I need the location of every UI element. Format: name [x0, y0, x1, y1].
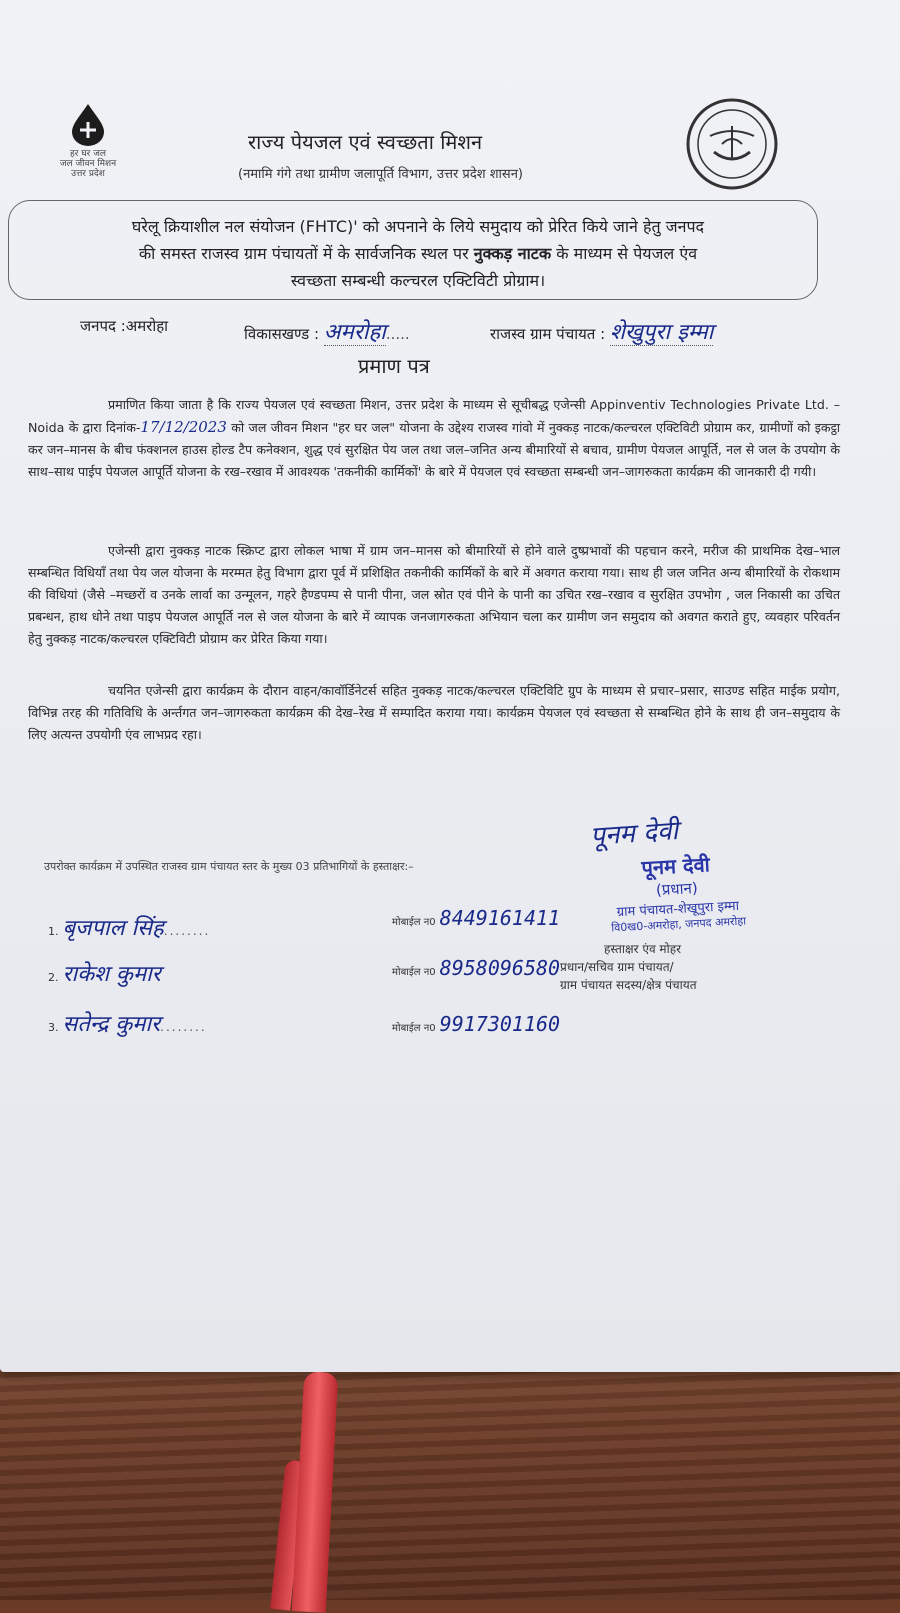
program-line: घरेलू क्रियाशील नल संयोजन (FHTC)' को अपनाने के लिये समुदाय को प्रेरित किये जाने हेतु जनपद	[131, 217, 705, 236]
program-text-bold: नुक्कड़ नाटक	[473, 244, 552, 263]
up-government-emblem	[684, 96, 780, 192]
emblem-seal-icon	[684, 96, 780, 192]
program-line: स्वच्छता सम्बन्धी कल्चरल एक्टिविटी प्रोग्राम।	[290, 271, 546, 290]
water-drop-icon	[68, 102, 108, 146]
paragraph-1	[28, 394, 840, 483]
event-date: 17/12/2023	[140, 418, 227, 436]
stamp-line: वि0ख0-अमरोहा, जनपद अमरोहा	[611, 914, 747, 935]
paragraph-text: को जल जीवन मिशन "हर घर जल" योजना के उद्देश्य राजस्व गांवो में नुक्कड़ नाटक/कल्चरल एक्टिविटी प्रोग्राम कर, ग्रामीणों को इकट्ठा कर जन–मानस के बीच फंक्शनल हाउस होल्ड टैप कनेक्शन, शुद्ध एवं सुरक्षित पेय जल तथा जल–जनित अन्य बीमारियों से बचाव, ग्रामीण पेयजल आपूर्ति, नल से जल के उपयोग के साथ–साथ पाईप पेयजल आपूर्ति योजना के रख–रखाव में आवश्यक 'तकनीकी कार्मिकों' के बारे में पेयजल एवं स्वच्छता सम्बन्धी जन–जागरुकता कार्यक्रम की जानकारी दी गयी।	[28, 420, 840, 479]
mobile-number: 9917301160	[439, 1012, 561, 1036]
program-text: के माध्यम से पेयजल एंव	[551, 244, 698, 263]
participant-signature-3	[48, 1008, 207, 1038]
mobile-number: 8958096580	[439, 956, 561, 980]
stamp-role: (प्रधान)	[655, 878, 699, 900]
mission-title: राज्य पेयजल एवं स्वच्छता मिशन	[248, 130, 483, 154]
participant-name: बृजपाल सिंह	[62, 916, 164, 941]
paragraph-3	[28, 680, 840, 746]
participant-number: 1.	[48, 925, 59, 938]
mobile-field-3	[392, 1012, 560, 1036]
paragraph-text: एजेन्सी द्वारा नुक्कड़ नाटक स्क्रिप्ट द्वारा लोकल भाषा में ग्राम जन–मानस को बीमारियों से होने वाले दुष्प्रभावों की पहचान करने, मरीज की प्राथमिक देख–भाल सम्बन्धित विधियाँ तथा पेय जल योजना के मरम्मत हेतु विभाग द्वारा पूर्व में प्रशिक्षित तकनीकी कार्मिकों के बारे में अवगत कराया गया। साथ ही जल जनित अन्य बीमारियों के रोकथाम की विधियां (जैसे –मच्छरों व उनके लार्वा का उन्मूलन, गहरे हैण्डपम्प से पानी पीना, जल स्रोत एवं पीने के पानी का उचित रख–रखाव व सुरक्षित उपभोग , जल निकासी का उचित प्रबन्धन, हाथ धोने तथा पाइप पेयजल आपूर्ति नल से जल योजना के बारे में व्यापक जनजागरुकता अभियान चला कर ग्रामीण जन समुदाय को अवगत कराते हुए, व्यवहार परिवर्तन हेतु नुक्कड़ नाटक/कल्चरल एक्टिविटी प्रोग्राम कर प्रेरित किया गया।	[28, 543, 841, 646]
program-line	[33, 240, 803, 267]
panchayat-label: राजस्व ग्राम पंचायत :	[490, 325, 606, 343]
mobile-number: 8449161411	[439, 906, 561, 930]
mobile-field-1	[392, 906, 560, 930]
logo-label: उत्तर प्रदेश	[71, 168, 105, 179]
pradhan-stamp	[560, 846, 794, 938]
dotted-line: ........	[163, 924, 211, 938]
logo-label: हर घर जल	[70, 149, 106, 159]
program-description-box	[8, 200, 818, 300]
signature-caption: हस्ताक्षर एंव मोहर	[604, 942, 682, 956]
signatures-intro: उपरोक्त कार्यक्रम में उपस्थित राजस्व ग्राम पंचायत स्तर के मुख्य 03 प्रतिभागियों के हस्ताक्षर:–	[44, 860, 414, 873]
district-field	[80, 316, 168, 336]
certificate-title: प्रमाण पत्र	[358, 354, 430, 378]
official-designation	[560, 958, 780, 994]
pradhan-signature: पूनम देवी	[589, 815, 680, 853]
panchayat-field	[490, 316, 713, 346]
district-label: जनपद :	[80, 317, 126, 335]
mobile-label: मोबाईल न0	[392, 967, 436, 978]
block-value: अमरोहा	[323, 320, 386, 345]
mobile-label: मोबाईल न0	[392, 917, 436, 928]
participant-signature-1	[48, 912, 210, 942]
program-text: की समस्त राजस्व ग्राम पंचायतों में के सार्वजनिक स्थल पर	[138, 244, 474, 263]
official-line: प्रधान/सचिव ग्राम पंचायत/	[560, 960, 674, 974]
stamp-line: ग्राम पंचायत-शेखूपुरा इम्मा	[616, 898, 740, 921]
mobile-field-2	[392, 956, 560, 980]
block-label: विकासखण्ड :	[244, 325, 320, 343]
mobile-label: मोबाईल न0	[392, 1023, 436, 1034]
participant-name: राकेश कुमार	[62, 962, 161, 987]
paragraph-2	[28, 540, 840, 650]
participant-name: सतेन्द्र कुमार	[62, 1012, 161, 1037]
participant-number: 2.	[48, 971, 59, 984]
participant-number: 3.	[48, 1021, 59, 1034]
paragraph-text: प्रमाणित किया जाता है कि राज्य पेयजल एवं स्वच्छता मिशन, उत्तर प्रदेश के माध्यम से सूचीबद्ध एजेन्सी Appinventiv Technologies Private Ltd. – Noida के द्वारा दिनांक-	[28, 397, 840, 435]
official-line: ग्राम पंचायत सदस्य/क्षेत्र पंचायत	[560, 978, 697, 992]
paragraph-text: चयनित एजेन्सी द्वारा कार्यक्रम के दौरान वाहन/कावॉर्डिनेटर्स सहित नुक्कड़ नाटक/कल्चरल एक्टिविटि ग्रुप के माध्यम से प्रचार–प्रसार, साउण्ड सहित माईक प्रयोग, विभिन्न तरह की गतिविधि के अर्न्तगत जन–जागरुकता कार्यक्रम की देख–रेख में सम्पादित कराया गया। कार्यक्रम पेयजल एवं स्वच्छता से सम्बन्धित होने के साथ ही जन–समुदाय के लिए अत्यन्त उपयोगी एंव लाभप्रद रहा।	[28, 683, 840, 742]
participant-signature-2	[48, 958, 161, 988]
block-field: विकासखण्ड : अमरोहा.....	[244, 320, 410, 345]
dotted-line: ........	[160, 1020, 207, 1034]
district-value: अमरोहा	[125, 317, 169, 335]
stamp-name: पूनम देवी	[640, 852, 711, 880]
mission-subtitle: (नमामि गंगे तथा ग्रामीण जलापूर्ति विभाग, उत्तर प्रदेश शासन)	[238, 167, 523, 182]
jal-jeevan-mission-logo	[48, 102, 128, 180]
panchayat-value: शेखुपुरा इम्मा	[609, 320, 714, 345]
logo-label: जल जीवन मिशन	[59, 158, 117, 169]
